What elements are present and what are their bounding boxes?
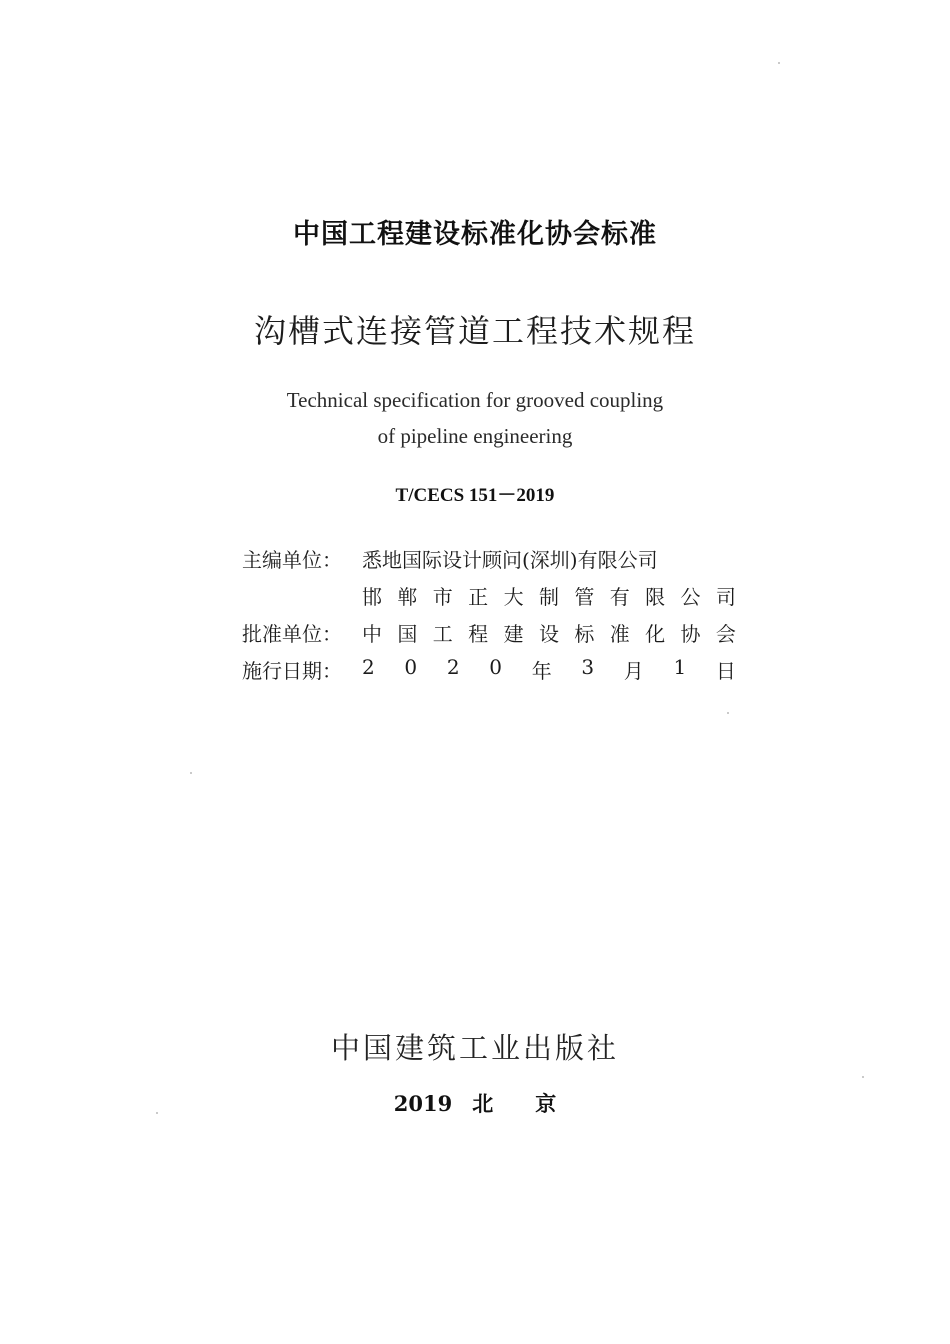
effective-date-char: 1	[673, 655, 687, 679]
editor-row	[242, 540, 742, 577]
effective-date-char: 年	[531, 659, 552, 683]
series-title: 中国工程建设标准化协会标准	[293, 219, 657, 250]
scan-speck	[778, 62, 780, 64]
approver-unit-char: 设	[538, 622, 559, 646]
effective-date-char: 2	[362, 655, 375, 679]
editor-unit-2	[362, 581, 736, 610]
scan-speck	[862, 1076, 864, 1078]
chinese-title: 沟槽式连接管道工程技术规程	[253, 312, 696, 350]
approver-unit-char: 中	[362, 622, 382, 646]
effective-date-char: 日	[715, 659, 736, 683]
approver-unit-char: 国	[397, 622, 418, 646]
publication-place	[0, 1088, 950, 1118]
editor-unit-2-char: 限	[645, 585, 666, 609]
effective-date-char: 3	[581, 655, 595, 679]
approver-unit-char: 会	[715, 622, 736, 646]
scan-speck	[190, 772, 192, 774]
english-title-line-2: of pipeline engineering	[377, 424, 573, 448]
editor-unit-2-char: 制	[538, 585, 559, 609]
effective-date-char: 0	[489, 655, 502, 679]
approver-unit-char: 工	[432, 622, 453, 646]
approver-row	[242, 614, 742, 651]
editor-unit-2-char: 有	[609, 585, 630, 609]
effective-date	[362, 655, 736, 684]
standard-code: T/CECS 151－2019	[395, 485, 555, 506]
editor-unit-2-char: 正	[468, 585, 489, 609]
date-label: 施行日期：	[242, 659, 342, 683]
english-title	[0, 382, 950, 454]
publisher-name: 中国建筑工业出版社	[330, 1031, 619, 1065]
approver-unit-char: 程	[468, 622, 489, 646]
scan-speck	[727, 712, 729, 714]
editor-label: 主编单位：	[242, 548, 342, 572]
date-row	[242, 651, 742, 688]
approver-unit-char: 标	[574, 622, 595, 646]
approver-unit-char: 准	[609, 622, 630, 646]
effective-date-char: 月	[623, 659, 644, 683]
publication-year: 2019	[393, 1091, 453, 1116]
english-title-line-1: Technical specification for grooved coupling	[286, 388, 664, 412]
editor-unit-2-char: 公	[680, 585, 701, 609]
effective-date-char: 2	[446, 655, 460, 679]
city-char-2: 京	[535, 1091, 557, 1116]
editor-unit-2-char: 郸	[397, 585, 418, 609]
approver-unit-char: 化	[645, 622, 666, 646]
editor-unit-2-char: 司	[715, 585, 736, 609]
editor-unit-2-char: 管	[574, 585, 595, 609]
editor-unit-2-char: 邯	[362, 585, 382, 609]
editor-row-2	[242, 577, 742, 614]
editor-unit-2-char: 大	[503, 585, 524, 609]
editor-unit-1: 悉地国际设计顾问(深圳)有限公司	[362, 548, 658, 572]
approver-unit	[362, 618, 736, 647]
effective-date-char: 0	[404, 655, 418, 679]
editor-unit-2-char: 市	[432, 585, 453, 609]
approver-unit-char: 建	[503, 622, 524, 646]
approver-unit-char: 协	[680, 622, 701, 646]
city-char-1: 北	[472, 1091, 494, 1116]
scan-speck	[156, 1112, 158, 1114]
approver-label: 批准单位：	[242, 622, 342, 646]
info-block	[242, 540, 742, 688]
